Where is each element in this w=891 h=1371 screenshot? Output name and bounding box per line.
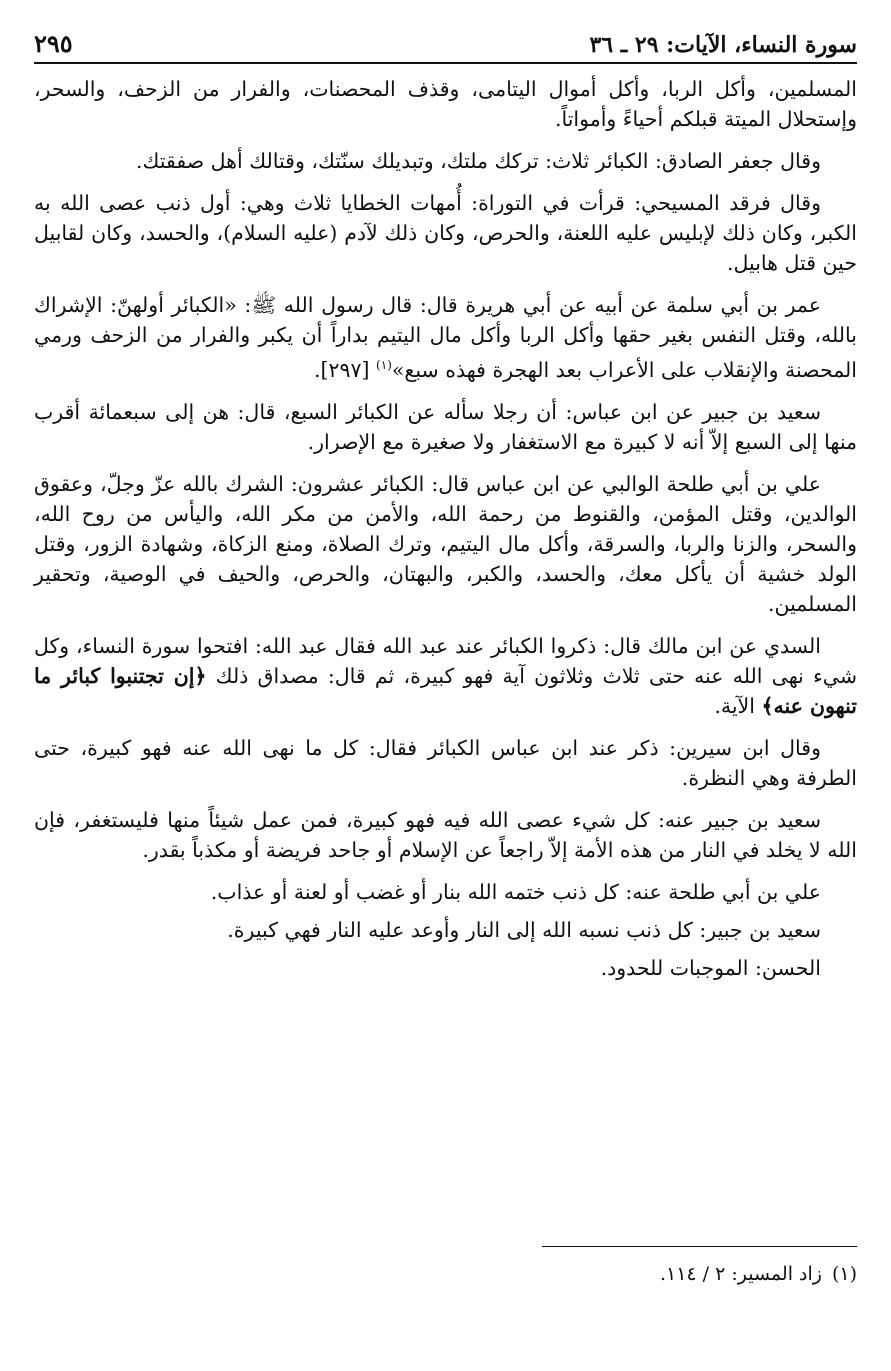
main-text [34, 74, 857, 991]
paragraph: وقال ابن سيرين: ذكر عند ابن عباس الكبائر فقال: كل ما نهى الله عنه فهو كبيرة، حتى الطرفة وهي النظرة. [34, 735, 857, 790]
paragraph: وقال جعفر الصادق: الكبائر ثلاث: تركك ملتك، وتبديلك سنّتك، وقتالك أهل صفقتك. [136, 149, 821, 173]
quran-verse: ﴿إن تجتنبوا كبائر ما تنهون عنه﴾ [34, 663, 857, 718]
footnote-reference: (١) [376, 358, 392, 372]
paragraph: المسلمين، وأكل الربا، وأكل أموال اليتامى، وقذف المحصنات، والفرار من الزحف، والسحر، وإستحلال الميتة قبلكم أحياءً وأمواتاً. [34, 77, 857, 131]
short-line: علي بن أبي طلحة عنه: كل ذنب ختمه الله بنار أو غضب أو لعنة أو عذاب. [210, 879, 821, 904]
short-line: سعيد بن جبير: كل ذنب نسبه الله إلى النار وأوعد عليه النار فهي كبيرة. [227, 917, 821, 942]
paragraph: عمر بن أبي سلمة عن أبيه عن أبي هريرة قال: قال رسول الله ﷺ: «الكبائر أولهنّ: الإشراك بالله، وقتل النفس بغير حقها وأكل الربا وأكل مال اليتيم بداراً أن يكبر والفرار من الزحف ورمي المحصنة والإنقلاب على الأعراب بعد الهجرة فهذه سبع»$^{(١)}$ [٢٩٧]. [34, 293, 857, 382]
paragraph: سعيد بن جبير عن ابن عباس: أن رجلا سأله عن الكبائر السبع، قال: هن إلى سبعمائة أقرب منها إلى السبع إلاّ أنه لا كبيرة مع الاستغفار ولا صغيرة مع الإصرار. [34, 399, 857, 454]
paragraph: وقال فرقد المسيحي: قرأت في التوراة: أُمهات الخطايا ثلاث وهي: أول ذنب عصى الله به الكبر، وكان ذلك لإبليس عليه اللعنة، والحرص، وكان ذلك لآدم (عليه السلام)، والحسد، وكان لقابيل حين قتل هابيل. [34, 191, 857, 275]
running-title: سورة النساء، الآيات: ٢٩ ـ ٣٦ [589, 32, 857, 58]
paragraph: سعيد بن جبير عنه: كل شيء عصى الله فيه فهو كبيرة، فمن عمل شيئاً منها فليستغفر، فإن الله لا يخلد في النار من هذه الأمة إلاّ راجعاً عن الإسلام أو جاحد فريضة أو مكذباً بقدر. [34, 807, 857, 862]
footnote-number: (١) [831, 1263, 857, 1285]
paragraph: السدي عن ابن مالك قال: ذكروا الكبائر عند عبد الله فقال عبد الله: افتحوا سورة النساء، وكل شيء نهى الله عنه حتى ثلاث وثلاثون آية فهو كبيرة، ثم قال: مصداق ذلك ﴿إن تجتنبوا كبائر ما تنهون عنه﴾ الآية. [34, 633, 858, 718]
page-number: ٢٩٥ [34, 29, 73, 58]
page-header [34, 18, 857, 64]
footnote-text: زاد المسير: ٢ / ١١٤. [659, 1263, 822, 1285]
paragraph: علي بن أبي طلحة الوالبي عن ابن عباس قال: الكبائر عشرون: الشرك بالله عزّ وجلّ، وعقوق الوالدين، وقتل المؤمن، والقنوط من رحمة الله، والأمن من مكر الله، واليأس من روح الله، والسحر، والزنا والربا، والسرقة، وأكل مال اليتيم، وترك الصلاة، ومنع الزكاة، وشهادة الزور، وقتل الولد خشية أن يأكل معك، والحسد، والكبر، والبهتان، والحرص، والحيف في الوصية، وتحقير المسلمين. [34, 471, 857, 616]
short-line: الحسن: الموجبات للحدود. [600, 955, 821, 980]
footnote-divider [542, 1246, 857, 1247]
footnote [34, 1260, 857, 1288]
